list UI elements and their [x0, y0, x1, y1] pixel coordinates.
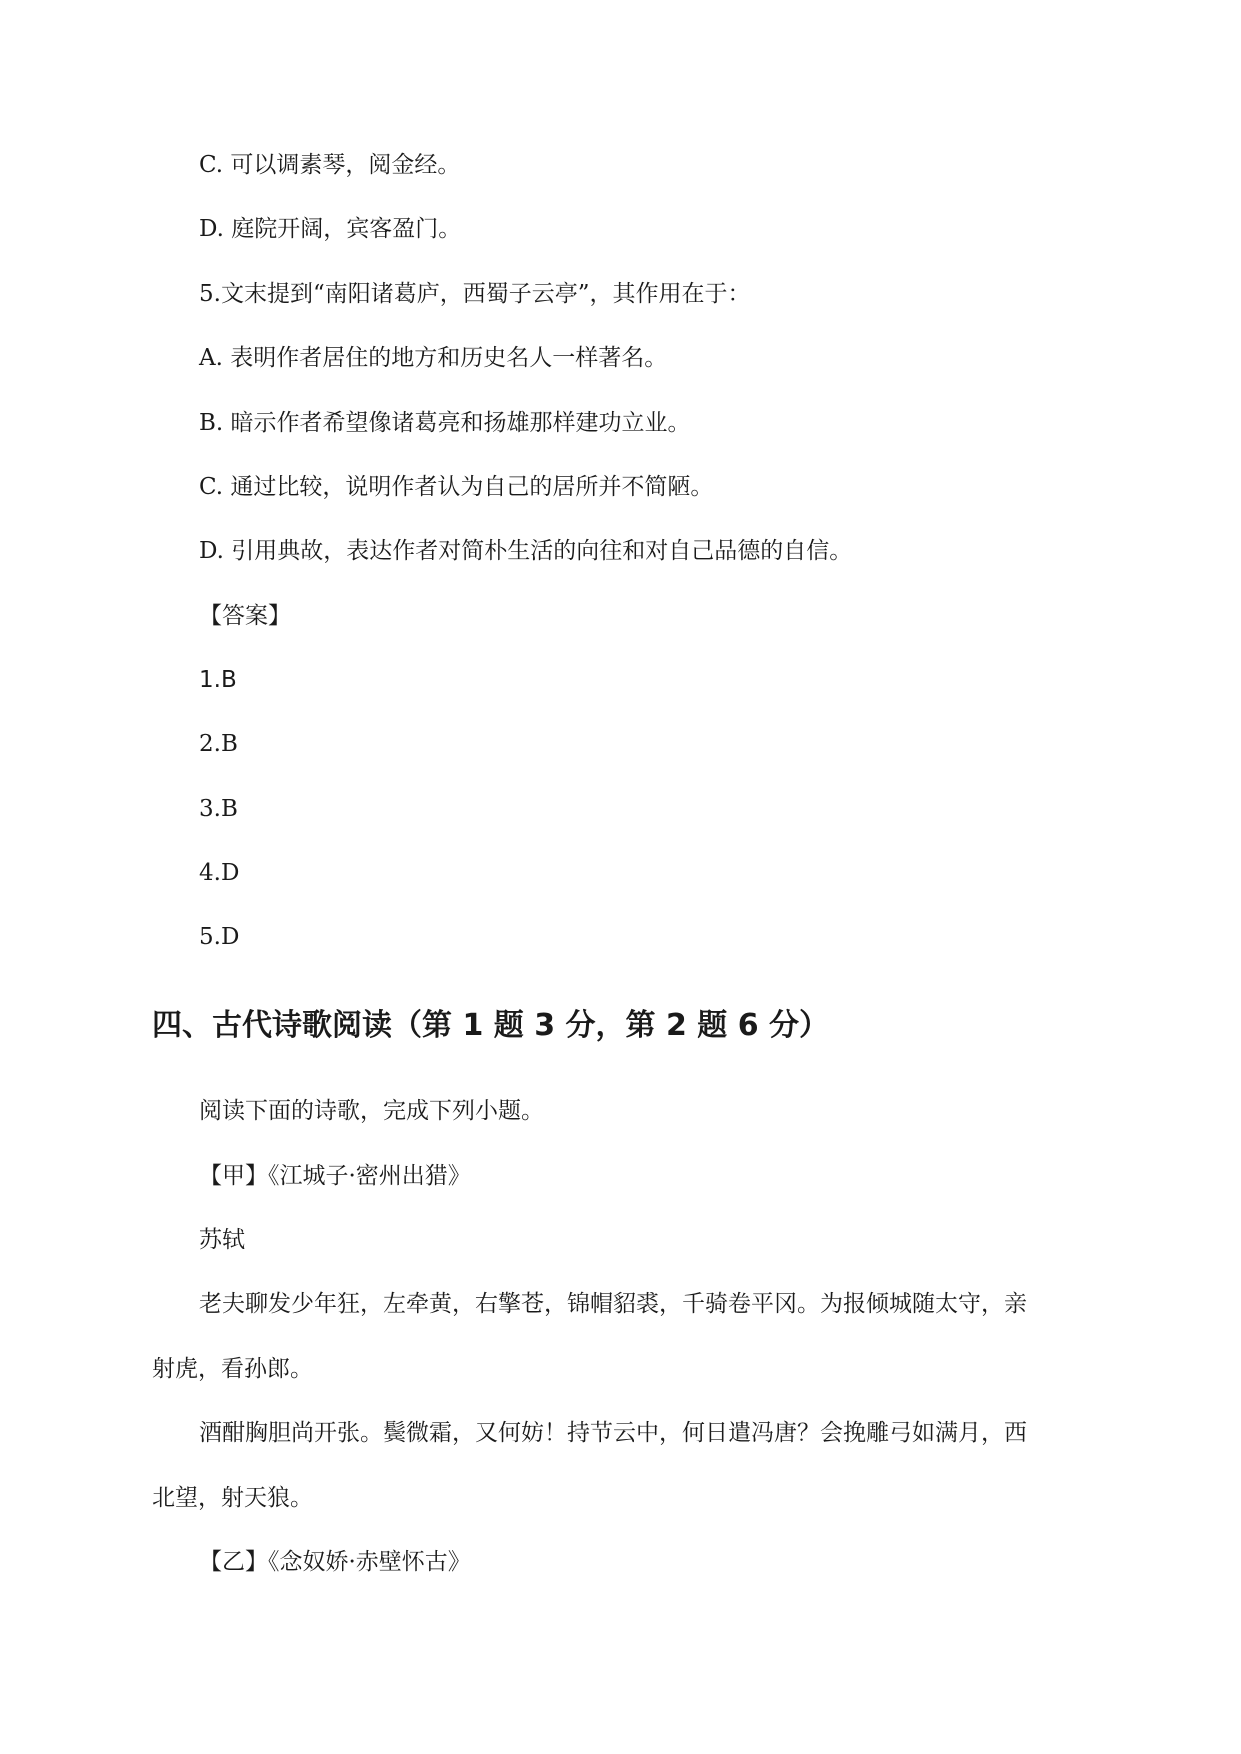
q4-option-c: C. 可以调素琴，阅金经。	[199, 152, 461, 178]
answer-item-3: 3.B	[199, 796, 238, 822]
instruction-text: 阅读下面的诗歌，完成下列小题。	[199, 1098, 544, 1124]
q4-option-d: D. 庭院开阔，宾客盈门。	[199, 216, 462, 242]
q5-option-a: A. 表明作者居住的地方和历史名人一样著名。	[199, 345, 668, 371]
q5-option-d: D. 引用典故，表达作者对简朴生活的向往和对自己品德的自信。	[199, 538, 853, 564]
poem-a-title: 【甲】《江城子·密州出猎》	[199, 1163, 471, 1189]
poem-a-line: 酒酣胸胆尚开张。鬓微霜，又何妨！持节云中，何日遣冯唐？会挽雕弓如满月，西	[199, 1420, 1027, 1446]
q5-option-b: B. 暗示作者希望像诸葛亮和扬雄那样建功立业。	[199, 410, 691, 436]
answer-item-1: 1.B	[199, 667, 237, 693]
q5-option-c: C. 通过比较，说明作者认为自己的居所并不简陋。	[199, 474, 714, 500]
answer-item-5: 5.D	[199, 924, 240, 950]
answers-label: 【答案】	[199, 603, 291, 629]
poem-a-author: 苏轼	[199, 1227, 245, 1253]
poem-b-title: 【乙】《念奴娇·赤壁怀古》	[199, 1549, 471, 1575]
answer-item-2: 2.B	[199, 731, 238, 757]
section-heading: 四、古代诗歌阅读（第 1 题 3 分，第 2 题 6 分）	[152, 1008, 830, 1043]
poem-a-line: 老夫聊发少年狂，左牵黄，右擎苍，锦帽貂裘，千骑卷平冈。为报倾城随太守，亲	[199, 1291, 1027, 1317]
answer-item-4: 4.D	[199, 860, 240, 886]
poem-a-line: 射虎，看孙郎。	[152, 1356, 313, 1382]
poem-a-line: 北望，射天狼。	[152, 1485, 313, 1511]
q5-stem: 5.文末提到“南阳诸葛庐，西蜀子云亭”，其作用在于：	[199, 281, 751, 307]
